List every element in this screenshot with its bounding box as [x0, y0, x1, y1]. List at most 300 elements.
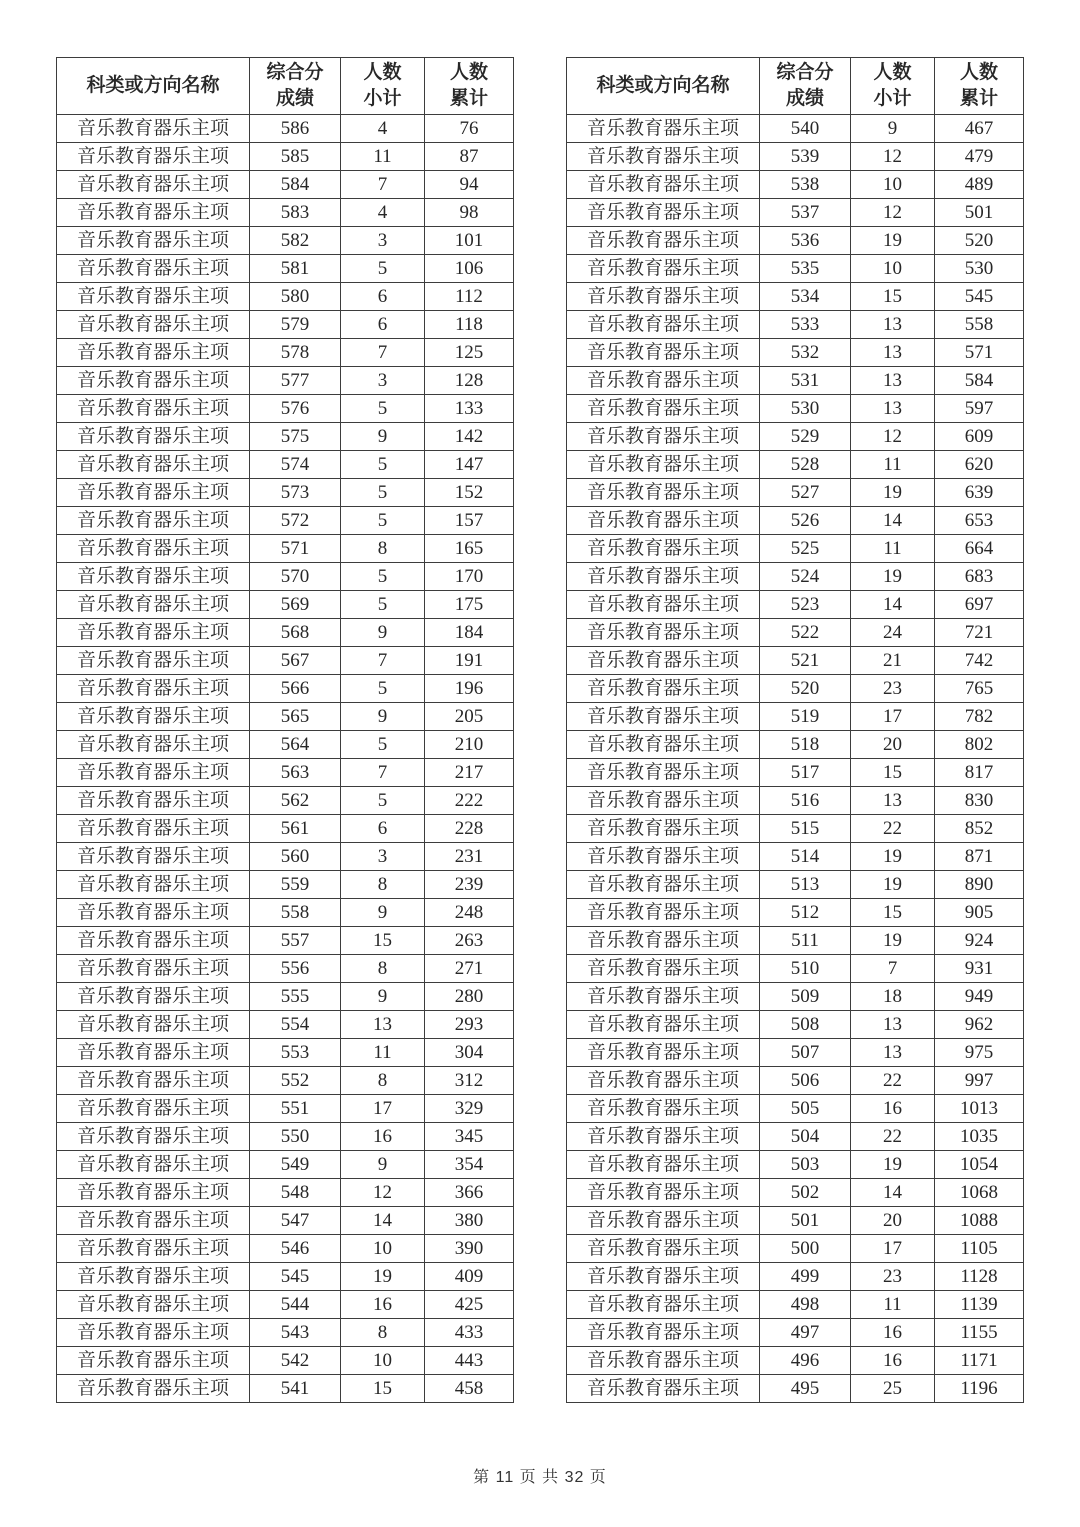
cumulative-cell: 597 [935, 395, 1024, 423]
table-row [57, 451, 514, 479]
header-score-line2: 成绩 [275, 88, 314, 109]
cumulative-cell: 962 [935, 1011, 1024, 1039]
subtotal-cell: 13 [851, 395, 935, 423]
category-cell: 音乐教育器乐主项 [57, 815, 250, 843]
cumulative-cell: 304 [425, 1039, 514, 1067]
table-row [57, 115, 514, 143]
category-cell: 音乐教育器乐主项 [567, 1347, 760, 1375]
cumulative-cell: 924 [935, 927, 1024, 955]
table-row [567, 1263, 1024, 1291]
table-row [57, 1207, 514, 1235]
score-cell: 578 [250, 339, 341, 367]
table-row [57, 563, 514, 591]
table-row [57, 675, 514, 703]
cumulative-cell: 620 [935, 451, 1024, 479]
cumulative-cell: 196 [425, 675, 514, 703]
cumulative-cell: 94 [425, 171, 514, 199]
table-row [567, 703, 1024, 731]
category-cell: 音乐教育器乐主项 [57, 451, 250, 479]
table-row [57, 1375, 514, 1403]
score-cell: 533 [760, 311, 851, 339]
subtotal-cell: 19 [851, 927, 935, 955]
cumulative-cell: 239 [425, 871, 514, 899]
cumulative-cell: 949 [935, 983, 1024, 1011]
category-cell: 音乐教育器乐主项 [57, 563, 250, 591]
header-cumulative [935, 58, 1024, 115]
category-cell: 音乐教育器乐主项 [567, 1151, 760, 1179]
table-row [567, 1207, 1024, 1235]
score-cell: 538 [760, 171, 851, 199]
table-row [57, 367, 514, 395]
subtotal-cell: 7 [341, 339, 425, 367]
cumulative-cell: 545 [935, 283, 1024, 311]
score-cell: 520 [760, 675, 851, 703]
subtotal-cell: 3 [341, 843, 425, 871]
category-cell: 音乐教育器乐主项 [567, 255, 760, 283]
table-row [567, 1011, 1024, 1039]
score-cell: 514 [760, 843, 851, 871]
table-row [57, 423, 514, 451]
table-row [57, 227, 514, 255]
table-row [567, 563, 1024, 591]
cumulative-cell: 184 [425, 619, 514, 647]
category-cell: 音乐教育器乐主项 [567, 899, 760, 927]
cumulative-cell: 293 [425, 1011, 514, 1039]
subtotal-cell: 8 [341, 1067, 425, 1095]
cumulative-cell: 765 [935, 675, 1024, 703]
subtotal-cell: 19 [851, 843, 935, 871]
cumulative-cell: 106 [425, 255, 514, 283]
subtotal-cell: 22 [851, 1123, 935, 1151]
subtotal-cell: 13 [851, 339, 935, 367]
score-cell: 510 [760, 955, 851, 983]
subtotal-cell: 10 [851, 171, 935, 199]
table-row [57, 311, 514, 339]
cumulative-cell: 228 [425, 815, 514, 843]
category-cell: 音乐教育器乐主项 [567, 199, 760, 227]
score-cell: 572 [250, 507, 341, 535]
cumulative-cell: 205 [425, 703, 514, 731]
subtotal-cell: 5 [341, 591, 425, 619]
subtotal-cell: 14 [851, 1179, 935, 1207]
subtotal-cell: 8 [341, 955, 425, 983]
cumulative-cell: 76 [425, 115, 514, 143]
category-cell: 音乐教育器乐主项 [57, 423, 250, 451]
score-cell: 503 [760, 1151, 851, 1179]
subtotal-cell: 22 [851, 815, 935, 843]
category-cell: 音乐教育器乐主项 [57, 675, 250, 703]
subtotal-cell: 14 [851, 591, 935, 619]
table-row [57, 759, 514, 787]
cumulative-cell: 210 [425, 731, 514, 759]
subtotal-cell: 6 [341, 311, 425, 339]
cumulative-cell: 890 [935, 871, 1024, 899]
category-cell: 音乐教育器乐主项 [567, 1039, 760, 1067]
subtotal-cell: 13 [851, 311, 935, 339]
score-cell: 500 [760, 1235, 851, 1263]
score-cell: 544 [250, 1291, 341, 1319]
cumulative-cell: 1128 [935, 1263, 1024, 1291]
category-cell: 音乐教育器乐主项 [57, 1375, 250, 1403]
table-row [57, 1319, 514, 1347]
score-cell: 549 [250, 1151, 341, 1179]
table-row [57, 199, 514, 227]
header-score-line1: 综合分 [266, 62, 324, 84]
category-cell: 音乐教育器乐主项 [57, 115, 250, 143]
category-cell: 音乐教育器乐主项 [567, 647, 760, 675]
subtotal-cell: 17 [851, 1235, 935, 1263]
subtotal-cell: 7 [341, 647, 425, 675]
table-row [57, 143, 514, 171]
cumulative-cell: 782 [935, 703, 1024, 731]
subtotal-cell: 11 [341, 143, 425, 171]
table-row [567, 451, 1024, 479]
table-row [567, 1235, 1024, 1263]
subtotal-cell: 8 [341, 535, 425, 563]
score-cell: 537 [760, 199, 851, 227]
score-cell: 499 [760, 1263, 851, 1291]
table-row [567, 1291, 1024, 1319]
category-cell: 音乐教育器乐主项 [57, 283, 250, 311]
category-cell: 音乐教育器乐主项 [567, 479, 760, 507]
table-row [57, 899, 514, 927]
table-row [57, 1235, 514, 1263]
category-cell: 音乐教育器乐主项 [57, 1011, 250, 1039]
subtotal-cell: 5 [341, 507, 425, 535]
cumulative-cell: 366 [425, 1179, 514, 1207]
score-cell: 564 [250, 731, 341, 759]
score-cell: 586 [250, 115, 341, 143]
cumulative-cell: 664 [935, 535, 1024, 563]
score-cell: 534 [760, 283, 851, 311]
table-row [567, 1375, 1024, 1403]
subtotal-cell: 9 [341, 423, 425, 451]
page-footer: 第 11 页 共 32 页 [473, 1469, 607, 1486]
table-row [567, 647, 1024, 675]
category-cell: 音乐教育器乐主项 [567, 731, 760, 759]
category-cell: 音乐教育器乐主项 [567, 955, 760, 983]
category-cell: 音乐教育器乐主项 [57, 619, 250, 647]
table-row [567, 283, 1024, 311]
score-cell: 522 [760, 619, 851, 647]
table-row [57, 983, 514, 1011]
table-row [57, 507, 514, 535]
subtotal-cell: 10 [341, 1235, 425, 1263]
table-row [567, 899, 1024, 927]
subtotal-cell: 13 [341, 1011, 425, 1039]
category-cell: 音乐教育器乐主项 [567, 815, 760, 843]
subtotal-cell: 6 [341, 283, 425, 311]
category-cell: 音乐教育器乐主项 [57, 1207, 250, 1235]
category-cell: 音乐教育器乐主项 [567, 283, 760, 311]
table-row [567, 1095, 1024, 1123]
subtotal-cell: 15 [341, 1375, 425, 1403]
cumulative-cell: 133 [425, 395, 514, 423]
subtotal-cell: 7 [341, 171, 425, 199]
category-cell: 音乐教育器乐主项 [567, 1067, 760, 1095]
cumulative-cell: 147 [425, 451, 514, 479]
table-row [57, 1095, 514, 1123]
cumulative-cell: 87 [425, 143, 514, 171]
cumulative-cell: 852 [935, 815, 1024, 843]
subtotal-cell: 15 [851, 899, 935, 927]
cumulative-cell: 152 [425, 479, 514, 507]
score-cell: 557 [250, 927, 341, 955]
subtotal-cell: 8 [341, 871, 425, 899]
cumulative-cell: 997 [935, 1067, 1024, 1095]
subtotal-cell: 16 [851, 1319, 935, 1347]
score-cell: 543 [250, 1319, 341, 1347]
subtotal-cell: 5 [341, 479, 425, 507]
table-row [567, 311, 1024, 339]
table-row [567, 395, 1024, 423]
category-cell: 音乐教育器乐主项 [567, 787, 760, 815]
score-cell: 516 [760, 787, 851, 815]
category-cell: 音乐教育器乐主项 [567, 1319, 760, 1347]
category-cell: 音乐教育器乐主项 [57, 1263, 250, 1291]
cumulative-cell: 271 [425, 955, 514, 983]
header-row [567, 58, 1024, 115]
cumulative-cell: 571 [935, 339, 1024, 367]
score-cell: 529 [760, 423, 851, 451]
category-cell: 音乐教育器乐主项 [567, 1263, 760, 1291]
table-row [57, 1291, 514, 1319]
subtotal-cell: 14 [851, 507, 935, 535]
table-row [57, 535, 514, 563]
subtotal-cell: 7 [851, 955, 935, 983]
category-cell: 音乐教育器乐主项 [567, 535, 760, 563]
cumulative-cell: 501 [935, 199, 1024, 227]
score-cell: 568 [250, 619, 341, 647]
subtotal-cell: 16 [851, 1347, 935, 1375]
cumulative-cell: 433 [425, 1319, 514, 1347]
category-cell: 音乐教育器乐主项 [57, 227, 250, 255]
table-row [567, 619, 1024, 647]
cumulative-cell: 222 [425, 787, 514, 815]
score-cell: 551 [250, 1095, 341, 1123]
score-cell: 565 [250, 703, 341, 731]
category-cell: 音乐教育器乐主项 [567, 759, 760, 787]
cumulative-cell: 489 [935, 171, 1024, 199]
cumulative-cell: 263 [425, 927, 514, 955]
subtotal-cell: 9 [341, 619, 425, 647]
subtotal-cell: 18 [851, 983, 935, 1011]
cumulative-cell: 128 [425, 367, 514, 395]
table-row [567, 1067, 1024, 1095]
score-cell: 511 [760, 927, 851, 955]
table-row [57, 283, 514, 311]
category-cell: 音乐教育器乐主项 [57, 395, 250, 423]
score-cell: 512 [760, 899, 851, 927]
table-row [567, 535, 1024, 563]
category-cell: 音乐教育器乐主项 [57, 171, 250, 199]
cumulative-cell: 1196 [935, 1375, 1024, 1403]
cumulative-cell: 1035 [935, 1123, 1024, 1151]
table-row [57, 815, 514, 843]
category-cell: 音乐教育器乐主项 [57, 1179, 250, 1207]
cumulative-cell: 931 [935, 955, 1024, 983]
subtotal-cell: 21 [851, 647, 935, 675]
cumulative-cell: 830 [935, 787, 1024, 815]
table-row [567, 423, 1024, 451]
score-cell: 541 [250, 1375, 341, 1403]
table-row [567, 507, 1024, 535]
table-row [567, 675, 1024, 703]
category-cell: 音乐教育器乐主项 [567, 395, 760, 423]
cumulative-cell: 479 [935, 143, 1024, 171]
subtotal-cell: 17 [341, 1095, 425, 1123]
cumulative-cell: 1068 [935, 1179, 1024, 1207]
subtotal-cell: 20 [851, 1207, 935, 1235]
score-cell: 524 [760, 563, 851, 591]
subtotal-cell: 23 [851, 675, 935, 703]
subtotal-cell: 11 [851, 451, 935, 479]
category-cell: 音乐教育器乐主项 [567, 1375, 760, 1403]
category-cell: 音乐教育器乐主项 [567, 339, 760, 367]
score-cell: 515 [760, 815, 851, 843]
subtotal-cell: 20 [851, 731, 935, 759]
score-cell: 582 [250, 227, 341, 255]
category-cell: 音乐教育器乐主项 [567, 1123, 760, 1151]
cumulative-cell: 231 [425, 843, 514, 871]
table-row [57, 731, 514, 759]
score-cell: 560 [250, 843, 341, 871]
score-cell: 542 [250, 1347, 341, 1375]
score-table-left [56, 57, 514, 1403]
table-row [57, 1039, 514, 1067]
cumulative-cell: 157 [425, 507, 514, 535]
score-cell: 556 [250, 955, 341, 983]
category-cell: 音乐教育器乐主项 [567, 451, 760, 479]
table-row [57, 1179, 514, 1207]
cumulative-cell: 175 [425, 591, 514, 619]
table-row [567, 1319, 1024, 1347]
cumulative-cell: 98 [425, 199, 514, 227]
category-cell: 音乐教育器乐主项 [57, 759, 250, 787]
category-cell: 音乐教育器乐主项 [567, 703, 760, 731]
category-cell: 音乐教育器乐主项 [567, 1095, 760, 1123]
category-cell: 音乐教育器乐主项 [567, 227, 760, 255]
subtotal-cell: 3 [341, 367, 425, 395]
score-cell: 553 [250, 1039, 341, 1067]
score-cell: 583 [250, 199, 341, 227]
category-cell: 音乐教育器乐主项 [567, 983, 760, 1011]
score-cell: 517 [760, 759, 851, 787]
score-cell: 547 [250, 1207, 341, 1235]
category-cell: 音乐教育器乐主项 [57, 1039, 250, 1067]
cumulative-cell: 165 [425, 535, 514, 563]
table-row [57, 955, 514, 983]
header-subtotal [851, 58, 935, 115]
score-cell: 571 [250, 535, 341, 563]
subtotal-cell: 12 [851, 423, 935, 451]
header-subtotal-line2: 小计 [873, 88, 912, 109]
table-row [57, 647, 514, 675]
table-row [567, 1151, 1024, 1179]
subtotal-cell: 12 [851, 199, 935, 227]
subtotal-cell: 5 [341, 255, 425, 283]
score-cell: 535 [760, 255, 851, 283]
cumulative-cell: 170 [425, 563, 514, 591]
subtotal-cell: 8 [341, 1319, 425, 1347]
subtotal-cell: 5 [341, 787, 425, 815]
score-cell: 505 [760, 1095, 851, 1123]
category-cell: 音乐教育器乐主项 [57, 731, 250, 759]
category-cell: 音乐教育器乐主项 [57, 647, 250, 675]
score-cell: 562 [250, 787, 341, 815]
category-cell: 音乐教育器乐主项 [57, 311, 250, 339]
header-score [760, 58, 851, 115]
cumulative-cell: 425 [425, 1291, 514, 1319]
table-row [567, 171, 1024, 199]
subtotal-cell: 12 [341, 1179, 425, 1207]
score-cell: 528 [760, 451, 851, 479]
subtotal-cell: 12 [851, 143, 935, 171]
table-row [57, 339, 514, 367]
score-cell: 567 [250, 647, 341, 675]
category-cell: 音乐教育器乐主项 [567, 143, 760, 171]
table-row [567, 871, 1024, 899]
header-category-label: 科类或方向名称 [596, 75, 730, 97]
cumulative-cell: 217 [425, 759, 514, 787]
cumulative-cell: 142 [425, 423, 514, 451]
table-row [57, 1011, 514, 1039]
score-cell: 540 [760, 115, 851, 143]
subtotal-cell: 9 [341, 1151, 425, 1179]
header-cumulative-line2: 累计 [449, 88, 488, 109]
cumulative-cell: 558 [935, 311, 1024, 339]
cumulative-cell: 409 [425, 1263, 514, 1291]
category-cell: 音乐教育器乐主项 [567, 591, 760, 619]
category-cell: 音乐教育器乐主项 [57, 703, 250, 731]
cumulative-cell: 101 [425, 227, 514, 255]
table-row [567, 227, 1024, 255]
subtotal-cell: 16 [851, 1095, 935, 1123]
header-cumulative-line1: 人数 [959, 62, 998, 84]
cumulative-cell: 329 [425, 1095, 514, 1123]
score-cell: 558 [250, 899, 341, 927]
cumulative-cell: 1155 [935, 1319, 1024, 1347]
score-cell: 509 [760, 983, 851, 1011]
category-cell: 音乐教育器乐主项 [57, 955, 250, 983]
table-row [57, 395, 514, 423]
score-cell: 561 [250, 815, 341, 843]
score-cell: 523 [760, 591, 851, 619]
category-cell: 音乐教育器乐主项 [57, 927, 250, 955]
subtotal-cell: 19 [341, 1263, 425, 1291]
category-cell: 音乐教育器乐主项 [57, 1123, 250, 1151]
score-cell: 552 [250, 1067, 341, 1095]
cumulative-cell: 1054 [935, 1151, 1024, 1179]
subtotal-cell: 14 [341, 1207, 425, 1235]
subtotal-cell: 9 [341, 983, 425, 1011]
score-cell: 550 [250, 1123, 341, 1151]
subtotal-cell: 5 [341, 675, 425, 703]
table-row [57, 703, 514, 731]
cumulative-cell: 345 [425, 1123, 514, 1151]
category-cell: 音乐教育器乐主项 [57, 1347, 250, 1375]
score-cell: 504 [760, 1123, 851, 1151]
score-cell: 496 [760, 1347, 851, 1375]
subtotal-cell: 23 [851, 1263, 935, 1291]
cumulative-cell: 802 [935, 731, 1024, 759]
score-cell: 563 [250, 759, 341, 787]
subtotal-cell: 11 [851, 535, 935, 563]
subtotal-cell: 17 [851, 703, 935, 731]
subtotal-cell: 4 [341, 199, 425, 227]
table-row [567, 983, 1024, 1011]
table-row [567, 479, 1024, 507]
